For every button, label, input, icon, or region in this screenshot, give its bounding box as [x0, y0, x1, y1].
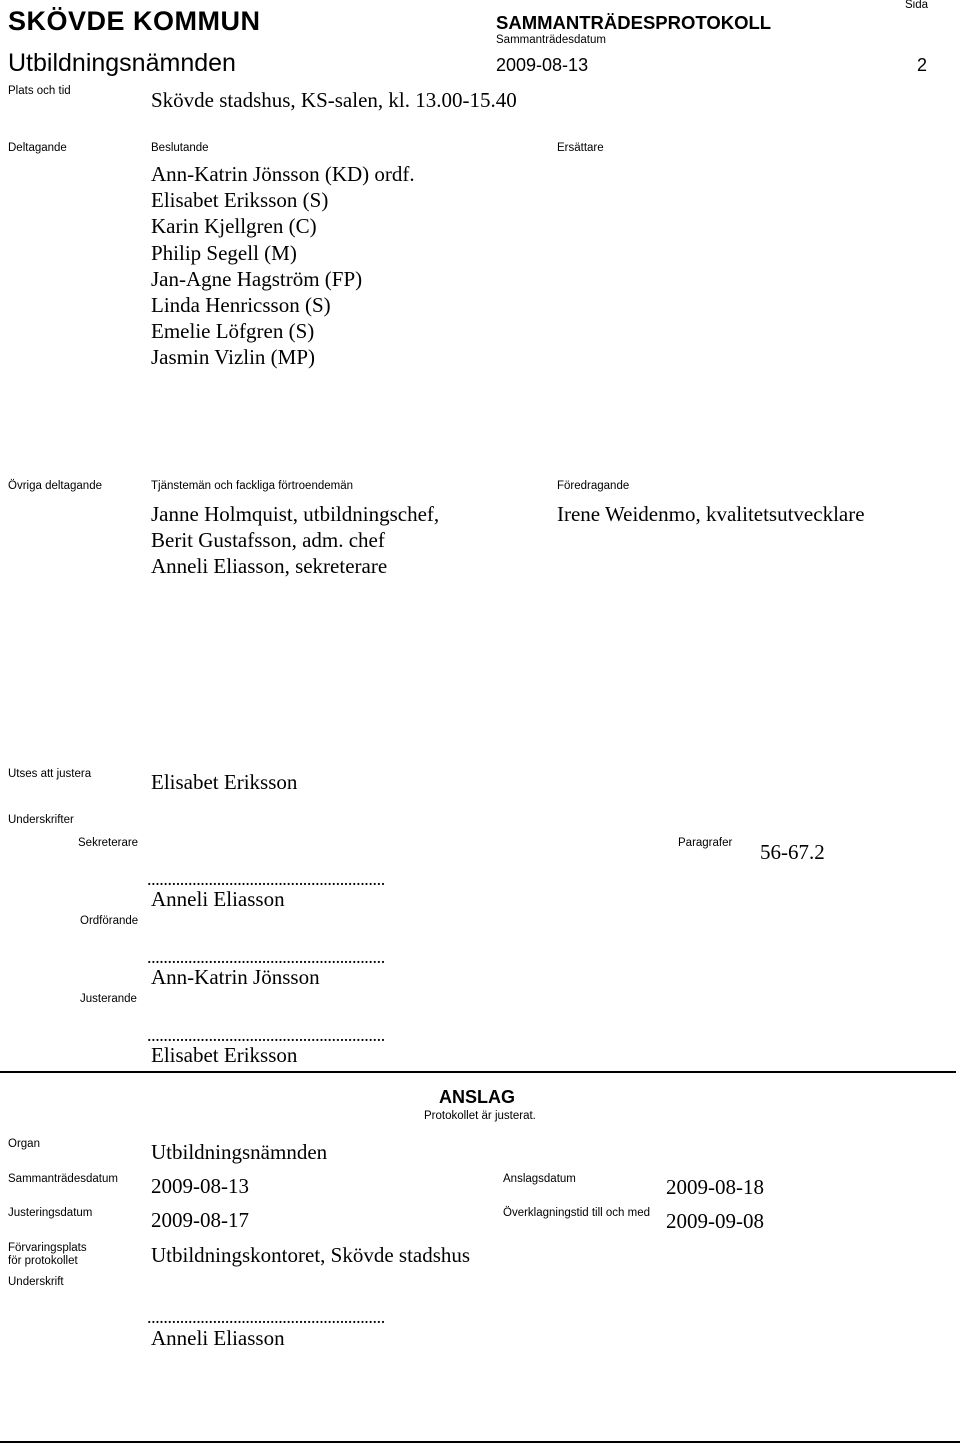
- adjustment-date-label: Justeringsdatum: [8, 1207, 93, 1219]
- notice-subtitle: Protokollet är justerat.: [424, 1110, 536, 1122]
- list-item: Elisabet Eriksson (S): [151, 188, 329, 213]
- signature-label: Underskrift: [8, 1276, 64, 1288]
- signatures-label: Underskrifter: [8, 814, 74, 826]
- list-item: Jan-Agne Hagström (FP): [151, 266, 363, 291]
- adjuster-value: Elisabet Eriksson: [151, 770, 298, 794]
- notice-title: ANSLAG: [439, 1087, 515, 1107]
- appeal-label: Överklagningstid till och med: [503, 1207, 651, 1219]
- list-item: Anneli Eliasson, sekreterare: [151, 554, 388, 579]
- list-item: Linda Henricsson (S): [151, 292, 331, 317]
- adjustment-date: 2009-08-17: [151, 1208, 249, 1232]
- storage-value: Utbildningskontoret, Skövde stadshus: [151, 1243, 471, 1267]
- notice-organ-label: Organ: [8, 1138, 40, 1150]
- chair-label: Ordförande: [80, 915, 139, 927]
- municipality-logo: SKÖVDE KOMMUN: [8, 6, 261, 36]
- page-number: 2: [917, 55, 928, 75]
- notice-meeting-date-label: Sammanträdesdatum: [8, 1173, 118, 1185]
- notice-organ: Utbildningsnämnden: [151, 1140, 328, 1164]
- storage-label-2: för protokollet: [8, 1255, 78, 1267]
- presenter-name: Irene Weidenmo, kvalitetsutvecklare: [557, 502, 865, 526]
- divider: [0, 1071, 956, 1073]
- officials-label: Tjänstemän och fackliga förtroendemän: [151, 480, 353, 492]
- list-item: Berit Gustafsson, adm. chef: [151, 528, 385, 553]
- adjuster-label: Utses att justera: [8, 768, 92, 780]
- decision-makers-label: Beslutande: [151, 142, 209, 154]
- paragraphs-value: 56-67.2: [760, 840, 825, 864]
- adjusting-name: Elisabet Eriksson: [151, 1043, 298, 1067]
- list-item: Jasmin Vizlin (MP): [151, 345, 316, 370]
- adjusting-label: Justerande: [80, 993, 137, 1005]
- storage-label-1: Förvaringsplats: [8, 1242, 87, 1254]
- others-label: Övriga deltagande: [8, 480, 102, 492]
- appeal-date: 2009-09-08: [666, 1209, 764, 1233]
- officials-list: [151, 501, 439, 580]
- decision-makers-list: [151, 161, 415, 371]
- list-item: Ann-Katrin Jönsson (KD) ordf.: [151, 162, 415, 186]
- signature-line: ..........................................................: [147, 1307, 385, 1327]
- signature-line: ..........................................................: [147, 869, 385, 889]
- meeting-date: 2009-08-13: [496, 55, 589, 75]
- meeting-date-label: Sammanträdesdatum: [496, 34, 606, 46]
- substitutes-label: Ersättare: [557, 142, 604, 154]
- page-label: Sida: [905, 0, 929, 11]
- list-item: Karin Kjellgren (C): [151, 214, 317, 239]
- secretary-name: Anneli Eliasson: [151, 887, 285, 911]
- participants-label: Deltagande: [8, 142, 67, 154]
- posting-date: 2009-08-18: [666, 1175, 764, 1199]
- place-value: Skövde stadshus, KS-salen, kl. 13.00-15.40: [151, 88, 517, 112]
- posting-date-label: Anslagsdatum: [503, 1173, 576, 1185]
- paragraphs-label: Paragrafer: [678, 837, 733, 849]
- list-item: Emelie Löfgren (S): [151, 319, 315, 344]
- notice-meeting-date: 2009-08-13: [151, 1174, 249, 1198]
- signature-line: ..........................................................: [147, 1025, 385, 1045]
- signature-line: ..........................................................: [147, 947, 385, 967]
- document-title: SAMMANTRÄDESPROTOKOLL: [496, 12, 772, 33]
- list-item: Philip Segell (M): [151, 240, 297, 265]
- organ-title: Utbildningsnämnden: [8, 49, 236, 77]
- secretary-label: Sekreterare: [78, 837, 139, 849]
- notice-signature-name: Anneli Eliasson: [151, 1326, 285, 1350]
- bottom-divider: [0, 1441, 960, 1443]
- list-item: Janne Holmquist, utbildningschef,: [151, 502, 440, 526]
- chair-name: Ann-Katrin Jönsson: [151, 965, 320, 989]
- presenters-label: Föredragande: [557, 480, 630, 492]
- place-label: Plats och tid: [8, 85, 71, 97]
